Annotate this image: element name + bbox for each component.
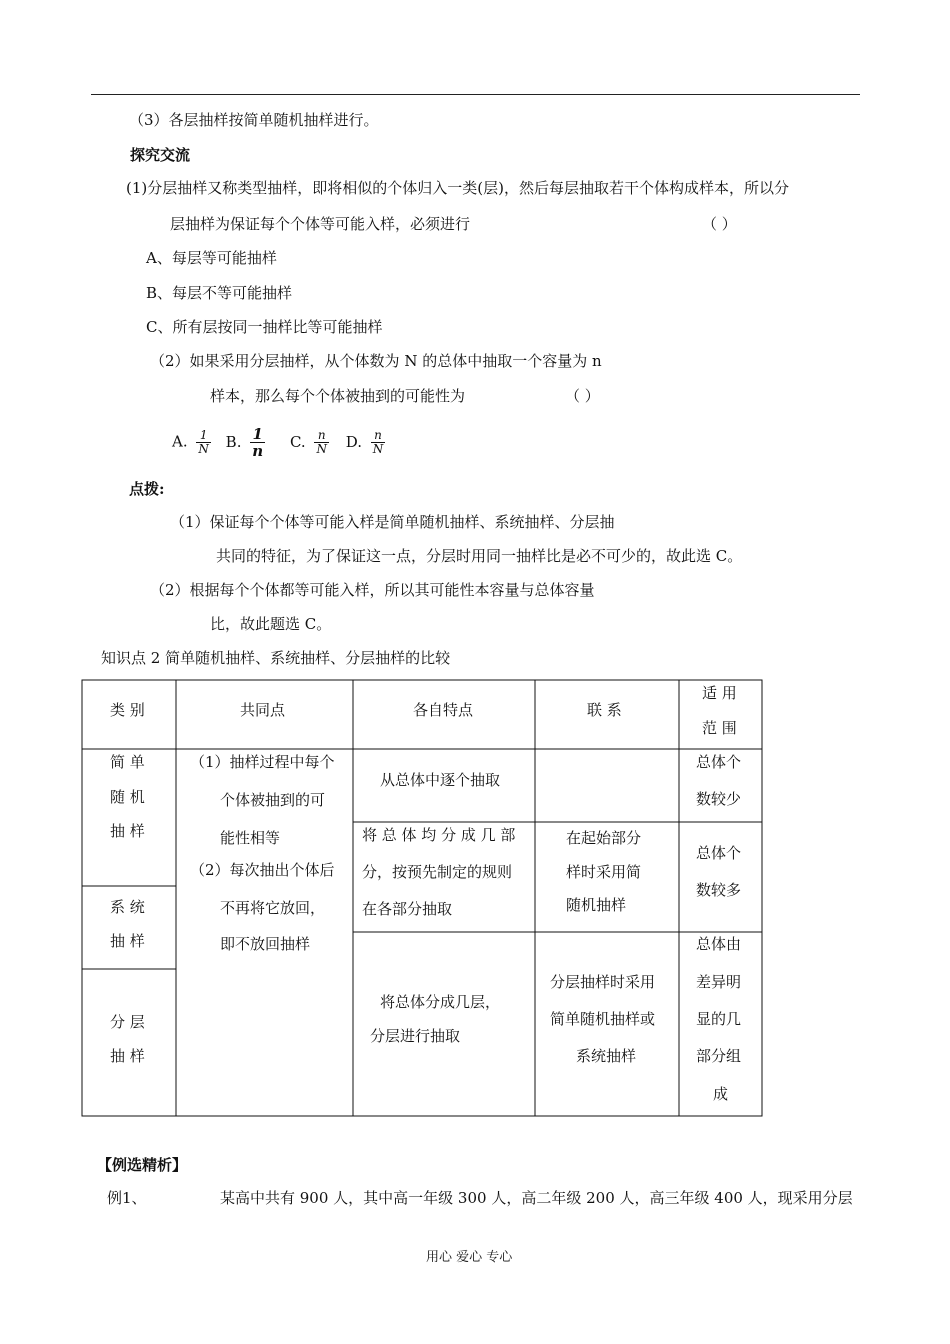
choice-c-denominator: N (316, 442, 327, 456)
relation-stratified-2: 简单随机抽样或 (550, 1010, 656, 1028)
common-line-2: 个体被抽到的可 (220, 791, 326, 809)
hint-heading: 点拨: (129, 480, 165, 498)
scope-simple-1: 总体个 (696, 753, 742, 771)
features-systematic-3: 在各部分抽取 (362, 900, 453, 918)
common-line-6: 即不放回抽样 (220, 935, 311, 953)
scope-stratified-3: 显的几 (696, 1010, 742, 1028)
common-line-1: （1）抽样过程中每个 (190, 753, 335, 771)
scope-stratified-4: 部分组 (696, 1047, 742, 1065)
choice-b-denominator: n (252, 442, 264, 460)
example-label: 例1、 (107, 1189, 147, 1207)
header-scope-line2: 范 围 (702, 719, 737, 737)
example-text: 某高中共有 900 人，其中高一年级 300 人，高二年级 200 人，高三年级 400 人，现采用分层 (220, 1189, 853, 1207)
category-simple-3: 抽 样 (110, 822, 145, 840)
relation-systematic-3: 随机抽样 (566, 896, 627, 914)
hint-1-line2: 共同的特征，为了保证这一点，分层时用同一抽样比是必不可少的，故此选 C。 (216, 547, 743, 565)
header-features: 各自特点 (413, 701, 474, 719)
choice-d-label: D. (345, 432, 362, 451)
item-3-text: （3）各层抽样按简单随机抽样进行。 (129, 111, 379, 129)
option-b: B、每层不等可能抽样 (146, 284, 293, 302)
relation-systematic-1: 在起始部分 (566, 829, 642, 847)
relation-stratified-3: 系统抽样 (576, 1047, 637, 1065)
choice-a-numerator: 1 (196, 429, 211, 443)
common-line-5: 不再将它放回， (220, 899, 326, 917)
knowledge-point-title: 知识点 2 简单随机抽样、系统抽样、分层抽样的比较 (101, 649, 451, 667)
choice-c-numerator: n (314, 429, 329, 443)
choice-a-label: A. (172, 432, 188, 451)
example-heading: 【例选精析】 (97, 1156, 188, 1174)
common-line-3: 能性相等 (220, 829, 281, 847)
common-line-4: （2）每次抽出个体后 (190, 861, 335, 879)
choice-b-label: B. (225, 432, 242, 451)
option-c: C、所有层按同一抽样比等可能抽样 (146, 318, 383, 336)
scope-stratified-1: 总体由 (696, 935, 742, 953)
category-systematic-1: 系 统 (110, 898, 145, 916)
header-scope-line1: 适 用 (702, 684, 737, 702)
hint-2-line2: 比，故此题选 C。 (210, 615, 332, 633)
relation-stratified-1: 分层抽样时采用 (550, 973, 656, 991)
header-category: 类 别 (110, 701, 145, 719)
features-systematic-1: 将 总 体 均 分 成 几 部 (362, 826, 516, 844)
features-systematic-2: 分，按预先制定的规则 (362, 863, 513, 881)
question-1-line2: 层抽样为保证每个个体等可能入样，必须进行 (170, 215, 471, 233)
scope-stratified-5: 成 (713, 1085, 729, 1103)
choice-b-numerator: 1 (250, 426, 265, 443)
category-stratified-1: 分 层 (110, 1013, 145, 1031)
question-2-line1: （2）如果采用分层抽样，从个体数为 N 的总体中抽取一个容量为 n (150, 352, 602, 370)
question-1-answer-paren: （ ） (702, 215, 737, 233)
scope-simple-2: 数较少 (696, 790, 742, 808)
question-1-line1: (1)分层抽样又称类型抽样，即将相似的个体归入一类(层)，然后每层抽取若干个体构成样本，所以分 (126, 179, 789, 197)
scope-systematic-1: 总体个 (696, 844, 742, 862)
choice-d-numerator: n (371, 429, 386, 443)
question-2-line2: 样本，那么每个个体被抽到的可能性为 (210, 387, 466, 405)
hint-1-line1: （1）保证每个个体等可能入样是简单随机抽样、系统抽样、分层抽 (170, 513, 615, 531)
choice-a-denominator: N (198, 442, 209, 456)
category-simple-1: 简 单 (110, 753, 145, 771)
scope-systematic-2: 数较多 (696, 881, 742, 899)
header-common: 共同点 (240, 701, 286, 719)
hint-2-line1: （2）根据每个个体都等可能入样，所以其可能性本容量与总体容量 (150, 581, 595, 599)
relation-systematic-2: 样时采用简 (566, 863, 642, 881)
features-stratified-2: 分层进行抽取 (370, 1027, 461, 1045)
choice-d-denominator: N (372, 442, 384, 456)
header-relation: 联 系 (587, 701, 622, 719)
page-footer: 用心 爱心 专心 (426, 1250, 513, 1265)
features-simple: 从总体中逐个抽取 (380, 771, 501, 789)
scope-stratified-2: 差异明 (696, 973, 742, 991)
question-2-answer-paren: （ ） (565, 387, 600, 405)
choice-c-label: C. (289, 432, 306, 451)
option-a: A、每层等可能抽样 (146, 249, 277, 267)
explore-heading: 探究交流 (130, 146, 191, 164)
category-simple-2: 随 机 (110, 788, 145, 806)
features-stratified-1: 将总体分成几层， (380, 993, 501, 1011)
category-systematic-2: 抽 样 (110, 932, 145, 950)
category-stratified-2: 抽 样 (110, 1047, 145, 1065)
